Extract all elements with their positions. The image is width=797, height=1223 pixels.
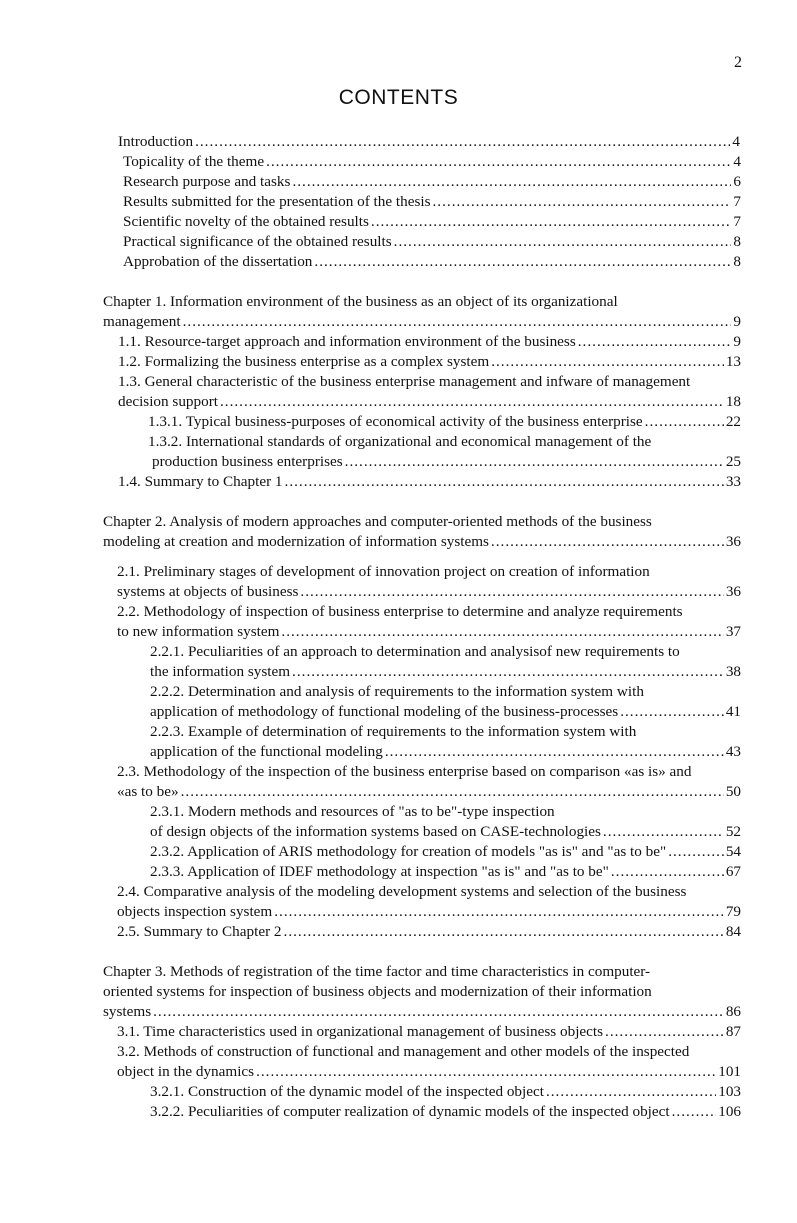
toc-entry-label: 2.2.1. Peculiarities of an approach to determination and analysisof new requirements to	[150, 643, 680, 660]
toc-entry-label: 3.2. Methods of construction of functional and management and other models of the inspected	[117, 1043, 690, 1060]
toc-entry-label: 2.1. Preliminary stages of development of innovation project on creation of information	[117, 563, 650, 580]
toc-entry-page: 13	[725, 353, 741, 370]
toc-entry	[117, 782, 741, 802]
toc-entry-label: Approbation of the dissertation	[123, 253, 313, 270]
toc-entry-page: 7	[733, 193, 741, 210]
toc-entry-page: 7	[733, 213, 741, 230]
toc-entry-label: Scientific novelty of the obtained results	[123, 213, 369, 230]
toc-entry-label: 3.2.1. Construction of the dynamic model of the inspected object	[150, 1083, 544, 1100]
toc-entry	[117, 1022, 741, 1042]
toc-entry	[117, 582, 741, 602]
toc-entry-chapter-1	[103, 312, 741, 332]
toc-entry	[150, 742, 741, 762]
toc-entry-page: 6	[733, 173, 741, 190]
toc-entry-label: management	[103, 313, 181, 330]
toc-entry	[118, 472, 741, 492]
toc-entry-page: 18	[725, 393, 741, 410]
toc-entry-label: object in the dynamics	[117, 1063, 255, 1080]
toc-entry-page: 86	[725, 1003, 741, 1020]
toc-entry-label: Research purpose and tasks	[123, 173, 291, 190]
toc-entry-label: Results submitted for the presentation of the thesis	[123, 193, 431, 210]
toc-entry-label: 2.3. Methodology of the inspection of the business enterprise based on comparison «as is» and	[117, 763, 692, 780]
toc-entry-page: 103	[718, 1083, 741, 1100]
toc-entry	[152, 452, 741, 472]
toc-entry-label: 1.1. Resource-target approach and information environment of the business	[118, 333, 576, 350]
table-of-contents	[0, 132, 797, 1122]
toc-entry-label: 3.2.2. Peculiarities of computer realization of dynamic models of the inspected object	[150, 1103, 670, 1120]
toc-entry-page: 79	[725, 903, 741, 920]
toc-entry	[123, 192, 741, 212]
toc-entry-label: 2.2.3. Example of determination of requirements to the information system with	[150, 723, 637, 740]
toc-entry	[123, 152, 741, 172]
toc-entry-page: 43	[725, 743, 741, 760]
toc-entry	[150, 702, 741, 722]
toc-entry-label: 1.3.1. Typical business-purposes of economical activity of the business enterprise	[148, 413, 643, 430]
toc-entry-label: application of methodology of functional modeling of the business-processes	[150, 703, 619, 720]
toc-entry	[150, 1102, 741, 1122]
toc-entry-label: 1.3. General characteristic of the business enterprise management and infware of management	[118, 373, 691, 390]
toc-entry-page: 4	[733, 153, 741, 170]
toc-entry-page: 25	[725, 453, 741, 470]
toc-entry-page: 9	[733, 313, 741, 330]
toc-entry-page: 9	[733, 333, 741, 350]
toc-entry-page: 67	[725, 863, 741, 880]
toc-entry-page: 37	[725, 623, 741, 640]
toc-entry-introduction	[118, 132, 740, 152]
toc-entry	[150, 862, 741, 882]
toc-entry-label: 2.2.2. Determination and analysis of requirements to the information system with	[150, 683, 644, 700]
page-number: 2	[734, 54, 742, 71]
toc-entry-label: 2.4. Comparative analysis of the modeling development systems and selection of the business	[117, 883, 687, 900]
toc-entry-label: 2.3.1. Modern methods and resources of "as to be"-type inspection	[150, 803, 555, 820]
toc-entry-label: systems	[103, 1003, 152, 1020]
toc-entry-label: 2.3.3. Application of IDEF methodology at inspection "as is" and "as to be"	[150, 863, 609, 880]
toc-entry-label: Introduction	[118, 133, 194, 150]
toc-entry-page: 54	[725, 843, 741, 860]
toc-entry-label: 1.4. Summary to Chapter 1	[118, 473, 283, 490]
toc-entry	[150, 662, 741, 682]
toc-entry-label: «as to be»	[117, 783, 179, 800]
chapter-3-title: Chapter 3. Methods of registration of the time factor and time characteristics in computer-	[103, 963, 651, 980]
toc-entry-label: objects inspection system	[117, 903, 273, 920]
chapter-2-title: Chapter 2. Analysis of modern approaches and computer-oriented methods of the business	[103, 513, 652, 530]
toc-entry	[118, 332, 741, 352]
toc-entry-page: 33	[725, 473, 741, 490]
toc-entry-page: 41	[725, 703, 741, 720]
toc-entry-page: 106	[718, 1103, 741, 1120]
toc-entry	[148, 412, 741, 432]
toc-entry-label: to new information system	[117, 623, 280, 640]
toc-entry-label: decision support	[118, 393, 218, 410]
toc-entry	[123, 172, 741, 192]
chapter-1-title: Chapter 1. Information environment of the business as an object of its organizational	[103, 293, 618, 310]
toc-entry-chapter-2	[103, 532, 741, 552]
toc-entry	[123, 212, 741, 232]
toc-entry-label: of design objects of the information systems based on CASE-technologies	[150, 823, 601, 840]
toc-entry	[123, 252, 741, 272]
toc-entry-page: 84	[725, 923, 741, 940]
toc-entry-page: 36	[725, 583, 741, 600]
toc-entry	[123, 232, 741, 252]
toc-entry-page: 8	[733, 233, 741, 250]
toc-entry	[117, 902, 741, 922]
toc-entry-page: 22	[725, 413, 741, 430]
toc-entry-chapter-3	[103, 1002, 741, 1022]
toc-entry	[150, 842, 741, 862]
toc-entry-label: 2.3.2. Application of ARIS methodology for creation of models "as is" and "as to be"	[150, 843, 667, 860]
toc-entry-page: 52	[725, 823, 741, 840]
toc-entry	[150, 1082, 741, 1102]
toc-entry-label: 1.2. Formalizing the business enterprise as a complex system	[118, 353, 490, 370]
toc-entry-page: 38	[725, 663, 741, 680]
toc-entry-page: 4	[732, 133, 740, 150]
toc-entry-label: production business enterprises	[152, 453, 343, 470]
toc-entry-label: systems at objects of business	[117, 583, 299, 600]
toc-entry-page: 87	[725, 1023, 741, 1040]
toc-entry-label: 2.5. Summary to Chapter 2	[117, 923, 282, 940]
toc-entry	[150, 822, 741, 842]
toc-entry-label: 2.2. Methodology of inspection of business enterprise to determine and analyze requirements	[117, 603, 683, 620]
toc-entry-page: 50	[725, 783, 741, 800]
toc-entry-label: application of the functional modeling	[150, 743, 383, 760]
toc-entry-label: modeling at creation and modernization of information systems	[103, 533, 489, 550]
toc-entry-page: 36	[725, 533, 741, 550]
toc-entry-label: the information system	[150, 663, 291, 680]
toc-entry-page: 101	[718, 1063, 741, 1080]
toc-entry	[117, 1062, 741, 1082]
toc-entry-label: 1.3.2. International standards of organizational and economical management of the	[148, 433, 652, 450]
toc-entry	[118, 392, 741, 412]
chapter-3-title: oriented systems for inspection of business objects and modernization of their information	[103, 983, 652, 1000]
toc-entry	[118, 352, 741, 372]
page-title: CONTENTS	[338, 86, 459, 109]
toc-entry-page: 8	[733, 253, 741, 270]
toc-entry	[117, 922, 741, 942]
toc-entry	[117, 622, 741, 642]
toc-entry-label: Practical significance of the obtained results	[123, 233, 392, 250]
toc-entry-label: 3.1. Time characteristics used in organizational management of business objects	[117, 1023, 604, 1040]
toc-entry-label: Topicality of the theme	[123, 153, 265, 170]
